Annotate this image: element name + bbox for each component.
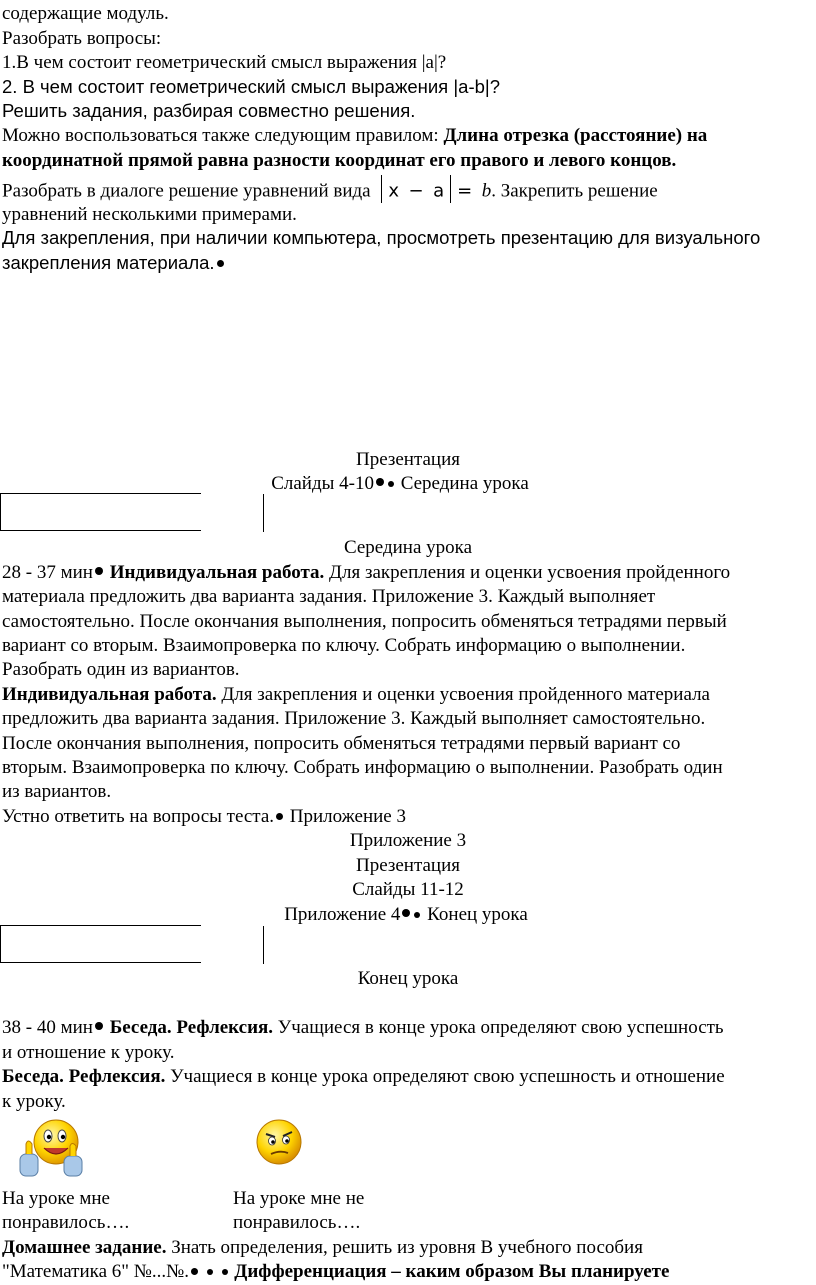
bullet-icon [217,260,224,267]
text-line [2,807,406,826]
bullet-icon [376,478,384,486]
slides-label: Слайды 11-12 [352,879,464,900]
bullet-icon [95,567,103,575]
text-line [2,254,226,273]
text-span: закрепления материала. [2,252,215,273]
liked-label: На уроке мне [2,1188,110,1209]
math-b: b [481,180,492,202]
text-line: и отношение к уроку. [2,1042,175,1063]
text-span: Для закрепления и оценки усвоения пройденного [324,562,731,583]
section-title: Конец урока [357,968,459,989]
text-line: содержащие модуль. [2,3,169,24]
text-line [2,126,707,145]
section-label: Середина урока [395,473,529,494]
appendix-label: Приложение 3 [349,830,467,851]
text-span: . Закрепить решение [491,180,658,202]
text-line: Решить задания, разбирая совместно решения. [2,100,416,121]
text-line [2,1067,725,1086]
presentation-label: Презентация [355,855,461,876]
appendix-label: Приложение 4 [284,904,401,925]
divider [0,962,201,963]
section-label: Конец урока [422,904,528,925]
bullet-icon [222,1269,228,1275]
text-span: Разобрать в диалоге решение уравнений вида [2,180,376,202]
text-line [2,563,730,582]
disliked-label: На уроке мне не [233,1188,365,1209]
text-line: уравнений несколькими примерами. [2,204,297,225]
bullet-icon [95,1022,103,1030]
text-line: материала предложить два варианта задания. Приложение 3. Каждый выполняет [2,586,656,607]
frowning-smiley-icon [254,1116,304,1168]
text-line [2,1018,724,1037]
homework-line [2,1262,669,1281]
text-line: из вариантов. [2,781,112,802]
slides-line [0,474,808,493]
text-span: Устно ответить на вопросы теста. [2,806,275,827]
text-span: Можно воспользоваться также следующим правилом: [2,125,444,146]
divider [0,493,201,494]
time-label: 28 - 37 мин [2,562,93,583]
homework-line [2,1238,643,1257]
activity-bold: Индивидуальная работа. [2,684,217,705]
text-line: самостоятельно. После окончания выполнения, попросить обменяться тетрадями первый [2,611,727,632]
text-span: Учащиеся в конце урока определяют свою успешность [273,1017,724,1038]
text-line: вторым. Взаимопроверка по ключу. Собрать информацию о выполнении. Разобрать один [2,757,723,778]
divider [0,925,1,963]
slides-label: Слайды 4-10 [271,473,374,494]
presentation-label: Презентация [355,449,461,470]
bullet-icon [207,1269,213,1275]
question-1: 1.В чем состоит геометрический смысл выражения |a|? [2,52,447,73]
text-line: вариант со вторым. Взаимопроверка по ключу. Собрать информацию о выполнении. [2,635,686,656]
rule-bold: Длина отрезка (расстояние) на [443,125,708,146]
text-line: к уроку. [2,1091,66,1112]
text-line: предложить два варианта задания. Приложение 3. Каждый выполняет самостоятельно. [2,708,706,729]
equation-line [2,178,658,206]
bullet-icon [388,481,394,487]
text-line [2,151,676,170]
homework-title: Домашнее задание. [2,1237,167,1258]
text-line: После окончания выполнения, попросить обменяться тетрадями первый вариант со [2,733,681,754]
time-label: 38 - 40 мин [2,1017,93,1038]
bullet-icon [414,912,420,918]
text-line: Разобрать один из вариантов. [2,659,240,680]
question-2: 2. В чем состоит геометрический смысл выражения |a-b|? [2,76,500,97]
divider [263,926,264,964]
abs-bar-right [450,175,451,203]
bullet-icon [276,813,283,820]
math-minus: − [408,180,424,202]
text-span: Учащиеся в конце урока определяют свою успешность и отношение [165,1066,725,1087]
activity-bold: Индивидуальная работа. [109,562,325,583]
text-line: Для закрепления, при наличии компьютера, просмотреть презентацию для визуального [2,227,761,248]
text-span: Приложение 3 [285,806,406,827]
bullet-icon [191,1268,198,1275]
abs-bar-left [381,175,382,203]
differentiation-bold: Дифференциация – каким образом Вы планируете [234,1261,670,1282]
math-x: x [388,180,400,202]
text-line: Разобрать вопросы: [2,28,162,49]
activity-bold: Беседа. Рефлексия. [109,1017,274,1038]
disliked-label: понравилось…. [233,1212,361,1233]
divider [0,925,201,926]
text-span: "Математика 6" №...№. [2,1261,190,1282]
divider [0,530,201,531]
text-span: Для закрепления и оценки усвоения пройденного материала [216,684,710,705]
activity-bold: Беседа. Рефлексия. [2,1066,166,1087]
appendix-line [0,905,814,924]
math-eq: = [457,180,473,202]
divider [0,493,1,531]
thumbs-up-smiley-icon [14,1116,86,1182]
liked-label: понравилось…. [2,1212,130,1233]
text-span: Знать определения, решить из уровня В учебного пособия [166,1237,643,1258]
rule-bold: координатной прямой равна разности координат его правого и левого концов. [2,150,677,171]
bullet-icon [402,909,410,917]
divider [263,494,264,532]
math-a: a [433,180,445,202]
section-title: Середина урока [343,537,473,558]
text-line [2,685,710,704]
